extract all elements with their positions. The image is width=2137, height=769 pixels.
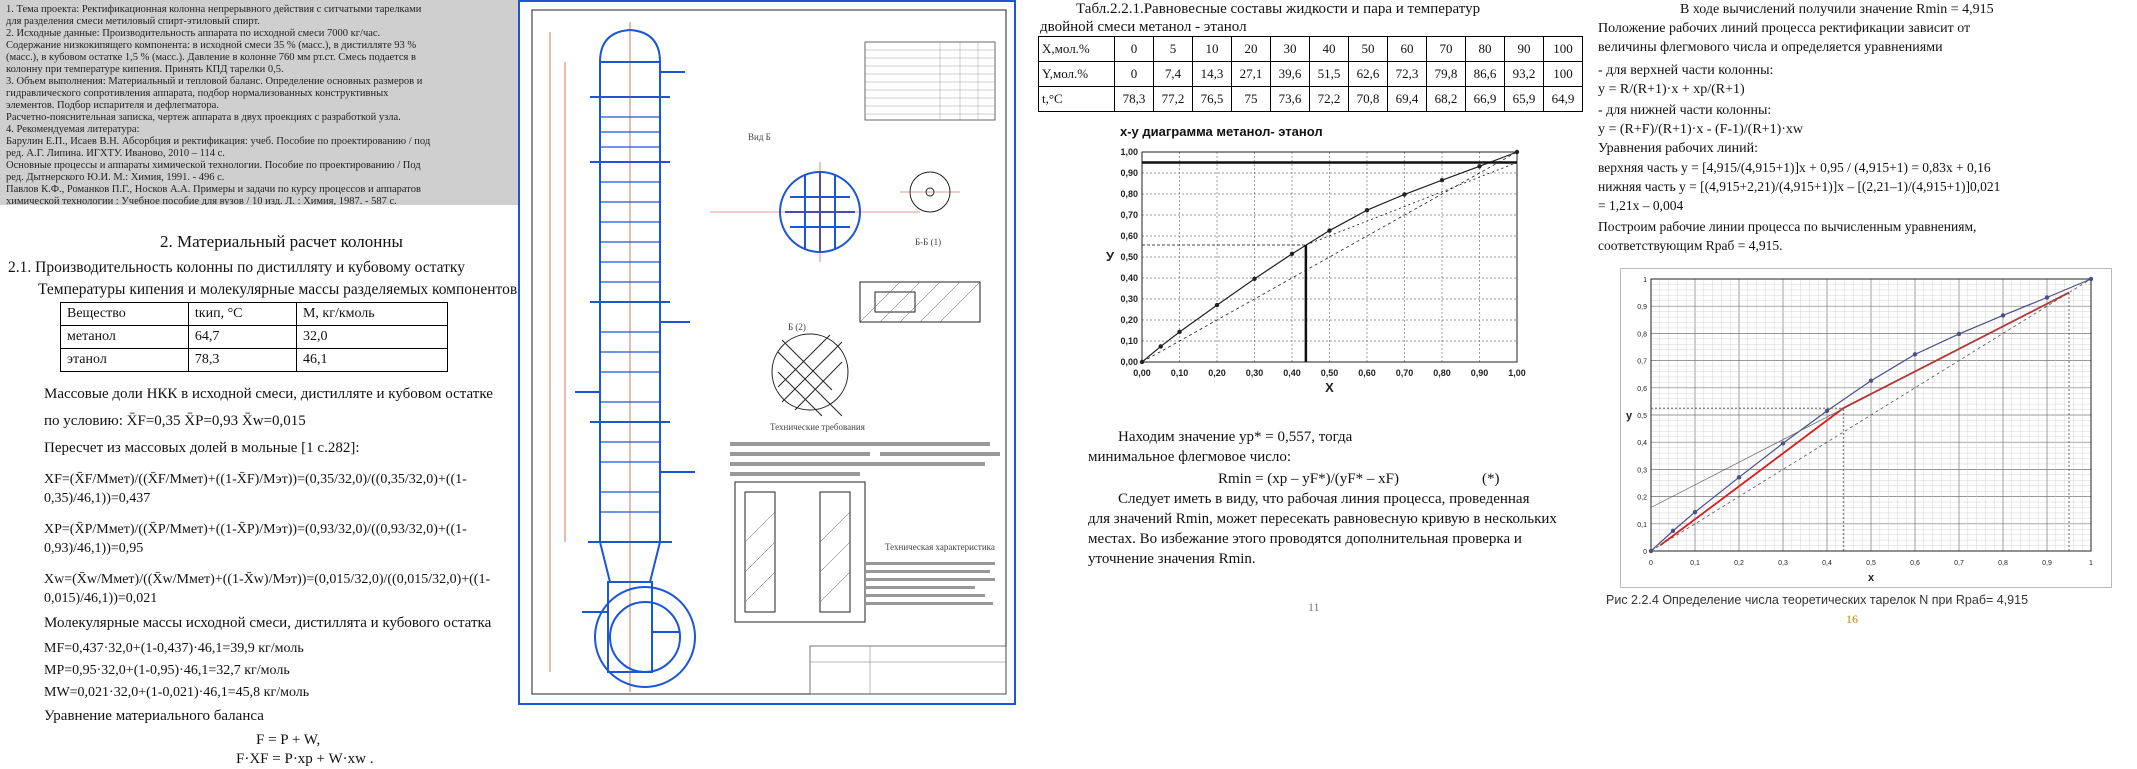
table-cell: 93,2	[1505, 62, 1544, 87]
text-line: 0,015)/46,1))=0,021	[44, 591, 158, 606]
rmin-line	[1306, 163, 1517, 246]
y-tick-label: 1,00	[1120, 147, 1138, 157]
section-title: 2. Материальный расчет колонны	[160, 232, 403, 251]
data-point	[1327, 228, 1331, 232]
y-tick-label: 0,10	[1120, 336, 1138, 346]
x-tick-label: 0,3	[1778, 560, 1788, 567]
drawing-label: Б-Б (1)	[915, 237, 942, 247]
y-tick-label: 0,7	[1637, 358, 1647, 366]
table-cell: 73,6	[1271, 87, 1310, 112]
formula-number: (*)	[1482, 471, 1500, 487]
table-cell: 100	[1544, 37, 1583, 62]
x-tick-label: 0,90	[1470, 368, 1489, 378]
table-row	[61, 303, 448, 326]
text-line: местах. Во избежание этого проводятся дополнительная проверка и	[1088, 531, 1522, 547]
equilibrium-table	[1038, 36, 1583, 112]
x-tick-label: 1	[2089, 560, 2093, 567]
text-line: для значений Rmin, может пересекать равновесную кривую в нескольких	[1088, 511, 1557, 527]
text-line: MW=0,021·32,0+(1-0,021)·46,1=45,8 кг/моль	[44, 685, 310, 700]
x-tick-label: 0,2	[1734, 560, 1744, 567]
table-cell: 80	[1466, 37, 1505, 62]
table-cell: 90	[1505, 37, 1544, 62]
table-cell: 79,8	[1427, 62, 1466, 87]
data-point	[1693, 510, 1697, 514]
text-line: Положение рабочих линий процесса ректификации зависит от	[1598, 21, 1971, 36]
text-line: XF=(X̄F/Mмет)/((X̄F/Mмет)+((1-X̄F)/Mэт))=(0,35/32,0)/((0,35/32,0)+((1-	[44, 472, 467, 487]
xy-diagram	[1100, 140, 1530, 400]
table-cell: 66,9	[1466, 87, 1505, 112]
x-tick-label: 0,30	[1245, 368, 1264, 378]
table-cell: 78,3	[188, 349, 296, 372]
data-point	[1440, 178, 1444, 182]
row-label: X,мол.%	[1039, 37, 1115, 62]
scan-line: Расчетно-пояснительная записка, чертеж аппарата в двух проекциях с разработкой узла.	[6, 112, 401, 123]
x-tick-label: 0,70	[1395, 368, 1414, 378]
table-cell: 64,7	[188, 326, 296, 349]
text-line: уточнение значения Rmin.	[1088, 551, 1256, 567]
text-line: y = R/(R+1)·x + xp/(R+1)	[1598, 82, 1745, 97]
scan-line: Содержание низкокипящего компонента: в исходной смеси 35 % (масс.), в дистилляте 93 %	[6, 40, 417, 51]
y-tick-label: 0,80	[1120, 189, 1138, 199]
y-tick-label: 0,5	[1637, 413, 1647, 420]
x-tick-label: 0,1	[1690, 560, 1700, 567]
y-tick-label: 1	[1643, 277, 1647, 284]
chart2-frame	[1620, 268, 2112, 588]
text-line: величины флегмового числа и определяется уравнениями	[1598, 40, 1943, 55]
text-line: F = P + W,	[256, 732, 321, 748]
data-point	[1365, 208, 1369, 212]
data-point	[1252, 277, 1256, 281]
table-cell: 62,6	[1349, 62, 1388, 87]
text-line: минимальное флегмовое число:	[1088, 449, 1292, 465]
y-tick-label: 0,70	[1120, 210, 1138, 220]
x-tick-label: 0,00	[1133, 368, 1151, 378]
text-line: Массовые доли НКК в исходной смеси, дистилляте и кубовом остатке	[44, 386, 493, 402]
data-point	[1290, 252, 1294, 256]
table-cell: 0	[1115, 62, 1154, 87]
y-axis-label: У	[1105, 249, 1115, 264]
table-header: tкип, °С	[188, 303, 296, 326]
x-tick-label: 0,50	[1320, 368, 1339, 378]
table-cell: 14,3	[1193, 62, 1232, 87]
table-cell: 7,4	[1154, 62, 1193, 87]
text-line: верхняя часть y = [4,915/(4,915+1)]x + 0,95 / (4,915+1) = 0,83x + 0,16	[1598, 160, 1991, 175]
scan-line: 2. Исходные данные: Производительность аппарата по исходной смеси 7000 кг/час.	[6, 28, 381, 39]
y-tick-label: 0,40	[1120, 273, 1138, 283]
page-number: 16	[1846, 612, 1858, 626]
table-cell: 86,6	[1466, 62, 1505, 87]
row-label: Y,мол.%	[1039, 62, 1115, 87]
table-cell: 72,2	[1310, 87, 1349, 112]
data-point	[2045, 295, 2049, 299]
x-tick-label: 0,40	[1283, 368, 1301, 378]
scan-line: химической технологии : Учебное пособие для вузов / 10 изд. Л. : Химия, 1987. - 587 с.	[6, 196, 397, 205]
text-line: 0,93)/46,1))=0,95	[44, 541, 144, 556]
x-tick-label: 0,8	[1998, 560, 2008, 567]
data-point	[1781, 441, 1785, 445]
x-axis-label: Х	[1325, 380, 1334, 395]
text-line: MP=0,95·32,0+(1-0,95)·46,1=32,7 кг/моль	[44, 663, 290, 678]
data-point	[1957, 332, 1961, 336]
table-cell: 60	[1388, 37, 1427, 62]
y-tick-label: 0,30	[1120, 294, 1138, 304]
table-cell: 30	[1271, 37, 1310, 62]
temps-title: Температуры кипения и молекулярные массы разделяемых компонентов	[38, 281, 518, 298]
text-line: Xw=(X̄w/Mмет)/((X̄w/Mмет)+((1-X̄w)/Mэт))=(0,015/32,0)/((0,015/32,0)+((1-	[44, 572, 491, 587]
data-point	[1671, 529, 1675, 533]
y-axis-label: y	[1625, 410, 1633, 422]
scan-line: Павлов К.Ф., Романков П.Г., Носков А.А. Примеры и задачи по курсу процессов и аппаратов	[6, 184, 421, 195]
text-line: XP=(X̄P/Mмет)/((X̄P/Mмет)+((1-X̄P)/Mэт))=(0,93/32,0)/((0,93/32,0)+((1-	[44, 522, 467, 537]
text-line: В ходе вычислений получили значение Rmin = 4,915	[1680, 2, 1994, 17]
table-row	[61, 326, 448, 349]
y-tick-label: 0,9	[1637, 304, 1647, 312]
scan-line: для разделения смеси метиловый спирт-этиловый спирт.	[6, 16, 260, 27]
scan-line: гидравлического сопротивления аппарата, подбор нормализованных конструктивных	[6, 88, 389, 99]
x-tick-label: 0,7	[1954, 560, 1964, 567]
text-line: - для верхней части колонны:	[1598, 63, 1774, 78]
subsection-title: 2.1. Производительность колонны по дистилляту и кубовому остатку	[8, 259, 465, 276]
table-row	[1039, 37, 1583, 62]
text-line: Уравнение материального баланса	[44, 708, 264, 724]
text-line: Следует иметь в виду, что рабочая линия процесса, проведенная	[1118, 491, 1530, 507]
scan-line: Основные процессы и аппараты химической технологии. Пособие по проектированию / Под	[6, 160, 421, 171]
rmin-line	[1651, 293, 2069, 508]
table-cell: 20	[1232, 37, 1271, 62]
x-tick-label: 0,80	[1433, 368, 1451, 378]
components-table	[60, 302, 448, 372]
table-cell: 39,6	[1271, 62, 1310, 87]
x-tick-label: 0,9	[2042, 560, 2052, 567]
text-line: y = (R+F)/(R+1)·x - (F-1)/(R+1)·xw	[1598, 122, 1804, 137]
x-tick-label: 0,10	[1170, 368, 1189, 378]
table-cell: 72,3	[1388, 62, 1427, 87]
text-line: = 1,21x – 0,004	[1598, 198, 1684, 213]
figure-caption: Рис 2.2.4 Определение числа теоретических тарелок N при Rраб= 4,915	[1606, 593, 2029, 607]
y-tick-label: 0,8	[1637, 331, 1647, 339]
table-cell: 69,4	[1388, 87, 1427, 112]
data-point	[1869, 379, 1873, 383]
scan-line: 1. Тема проекта: Ректификационная колонна непрерывного действия с ситчатыми тарелками	[6, 4, 422, 15]
text-line: Пересчет из массовых долей в мольные [1 с.282]:	[44, 440, 360, 456]
table-cell: 51,5	[1310, 62, 1349, 87]
y-tick-label: 0,1	[1637, 521, 1647, 529]
table-cell: 0	[1115, 37, 1154, 62]
table-cell: 78,3	[1115, 87, 1154, 112]
x-tick-label: 0,60	[1358, 368, 1376, 378]
scan-line: (масс.), в кубовом остатке 1,5 % (масс.). Давление в колонне 760 мм рт.ст. Смесь подается в	[6, 52, 416, 63]
table-title-1: Табл.2.2.1.Равновесные составы жидкости и пара и температур	[1076, 1, 1481, 17]
scan-line: 4. Рекомендуемая литература:	[6, 124, 140, 135]
table-cell: 76,5	[1193, 87, 1232, 112]
scan-line: ред. Дытнерского Ю.И. М.: Химия, 1991. - 496 с.	[6, 172, 225, 183]
table-cell: 77,2	[1154, 87, 1193, 112]
table-cell: 40	[1310, 37, 1349, 62]
column-drawing	[520, 2, 1014, 703]
table-cell: 10	[1193, 37, 1232, 62]
scan-line: Барулин Е.П., Исаев В.Н. Абсорбция и ректификация: учеб. Пособие по проектированию / под	[6, 136, 431, 147]
text-line: 0,35)/46,1))=0,437	[44, 491, 151, 506]
text-line: по условию: X̄F=0,35 X̄P=0,93 X̄w=0,015	[44, 413, 306, 429]
text-line: F·XF = P·xp + W·xw .	[236, 751, 374, 767]
y-tick-label: 0,20	[1120, 315, 1138, 325]
drawing-label: Техническая характеристика	[885, 542, 995, 552]
text-line: Уравнения рабочих линий:	[1598, 141, 1758, 156]
chart-title: x-y диаграмма метанол- этанол	[1120, 124, 1323, 139]
table-cell: 100	[1544, 62, 1583, 87]
x-tick-label: 0,20	[1208, 368, 1226, 378]
table-row	[1039, 62, 1583, 87]
x-tick-label: 0,5	[1866, 560, 1876, 567]
scan-line: элементов. Подбор испарителя и дефлегматора.	[6, 100, 219, 111]
scanned-assignment	[0, 0, 518, 205]
data-point	[1515, 150, 1519, 154]
x-tick-label: 0	[1649, 560, 1653, 567]
text-line: Молекулярные массы исходной смеси, дистиллята и кубового остатка	[44, 615, 492, 631]
table-cell: 68,2	[1427, 87, 1466, 112]
table-cell: 64,9	[1544, 87, 1583, 112]
y-tick-label: 0,50	[1120, 252, 1138, 262]
table-cell: 32,0	[296, 326, 447, 349]
data-point	[1825, 409, 1829, 413]
y-tick-label: 0,4	[1637, 440, 1647, 448]
data-point	[1737, 475, 1741, 479]
text-line: - для нижней части колонны:	[1598, 103, 1772, 118]
y-tick-label: 0,6	[1637, 385, 1647, 393]
x-axis-label: x	[1867, 572, 1875, 584]
y-tick-label: 0,60	[1120, 231, 1138, 241]
scan-line: 3. Объем выполнения: Материальный и тепловой баланс. Определение основных размеров и	[6, 76, 423, 87]
data-point	[1159, 344, 1163, 348]
data-point	[1177, 330, 1181, 334]
data-point	[1913, 352, 1917, 356]
table-cell: этанол	[61, 349, 189, 372]
table-cell: 5	[1154, 37, 1193, 62]
drawing-label: Б (2)	[788, 322, 806, 332]
table-row	[61, 349, 448, 372]
data-point	[1402, 192, 1406, 196]
calc-text	[8, 385, 516, 769]
operating-lines-chart	[1621, 269, 2111, 587]
y-tick-label: 0	[1643, 549, 1647, 556]
table-cell: 75	[1232, 87, 1271, 112]
formula: Rmin = (xp – yF*)/(yF* – xF)	[1218, 471, 1399, 487]
data-point	[1215, 303, 1219, 307]
data-point	[1477, 164, 1481, 168]
table-cell: 27,1	[1232, 62, 1271, 87]
text-line: MF=0,437·32,0+(1-0,437)·46,1=39,9 кг/моль	[44, 641, 304, 656]
page-number: 11	[1308, 600, 1320, 614]
table-title-2: двойной смеси метанол - этанол	[1040, 19, 1247, 35]
x-tick-label: 0,6	[1910, 560, 1920, 567]
table-row	[1039, 87, 1583, 112]
table-cell: метанол	[61, 326, 189, 349]
text-line: нижняя часть y = [(4,915+2,21)/(4,915+1)]x – [(2,21–1)/(4,915+1)]0,021	[1598, 179, 2001, 194]
row-label: t,°C	[1039, 87, 1115, 112]
data-point	[2001, 313, 2005, 317]
right-text	[1598, 0, 2128, 255]
y-tick-label: 0,00	[1120, 357, 1138, 367]
y-tick-label: 0,3	[1637, 467, 1647, 475]
x-tick-label: 0,4	[1822, 560, 1832, 567]
x-tick-label: 1,00	[1508, 368, 1526, 378]
table-cell: 46,1	[296, 349, 447, 372]
scan-line: ред. А.Г. Липина. ИГХТУ. Иваново, 2010 – 114 с.	[6, 148, 225, 159]
table-cell: 50	[1349, 37, 1388, 62]
y-tick-label: 0,2	[1637, 494, 1647, 502]
text-line: Находим значение ур* = 0,557, тогда	[1118, 429, 1353, 445]
table-cell: 70	[1427, 37, 1466, 62]
drawing-label: Вид Б	[748, 132, 771, 142]
table-cell: 65,9	[1505, 87, 1544, 112]
text-line: Построим рабочие линии процесса по вычисленным уравнениям,	[1598, 219, 1977, 234]
drawing-label: Технические требования	[770, 422, 865, 432]
engineering-drawing	[518, 0, 1016, 705]
table-header: М, кг/кмоль	[296, 303, 447, 326]
table-cell: 70,8	[1349, 87, 1388, 112]
scan-line: колонну при температуре кипения. Принять КПД тарелки 0,5.	[6, 64, 284, 75]
table-header: Вещество	[61, 303, 189, 326]
y-tick-label: 0,90	[1120, 168, 1138, 178]
text-line: соответствующим Rраб = 4,915.	[1598, 238, 1783, 253]
